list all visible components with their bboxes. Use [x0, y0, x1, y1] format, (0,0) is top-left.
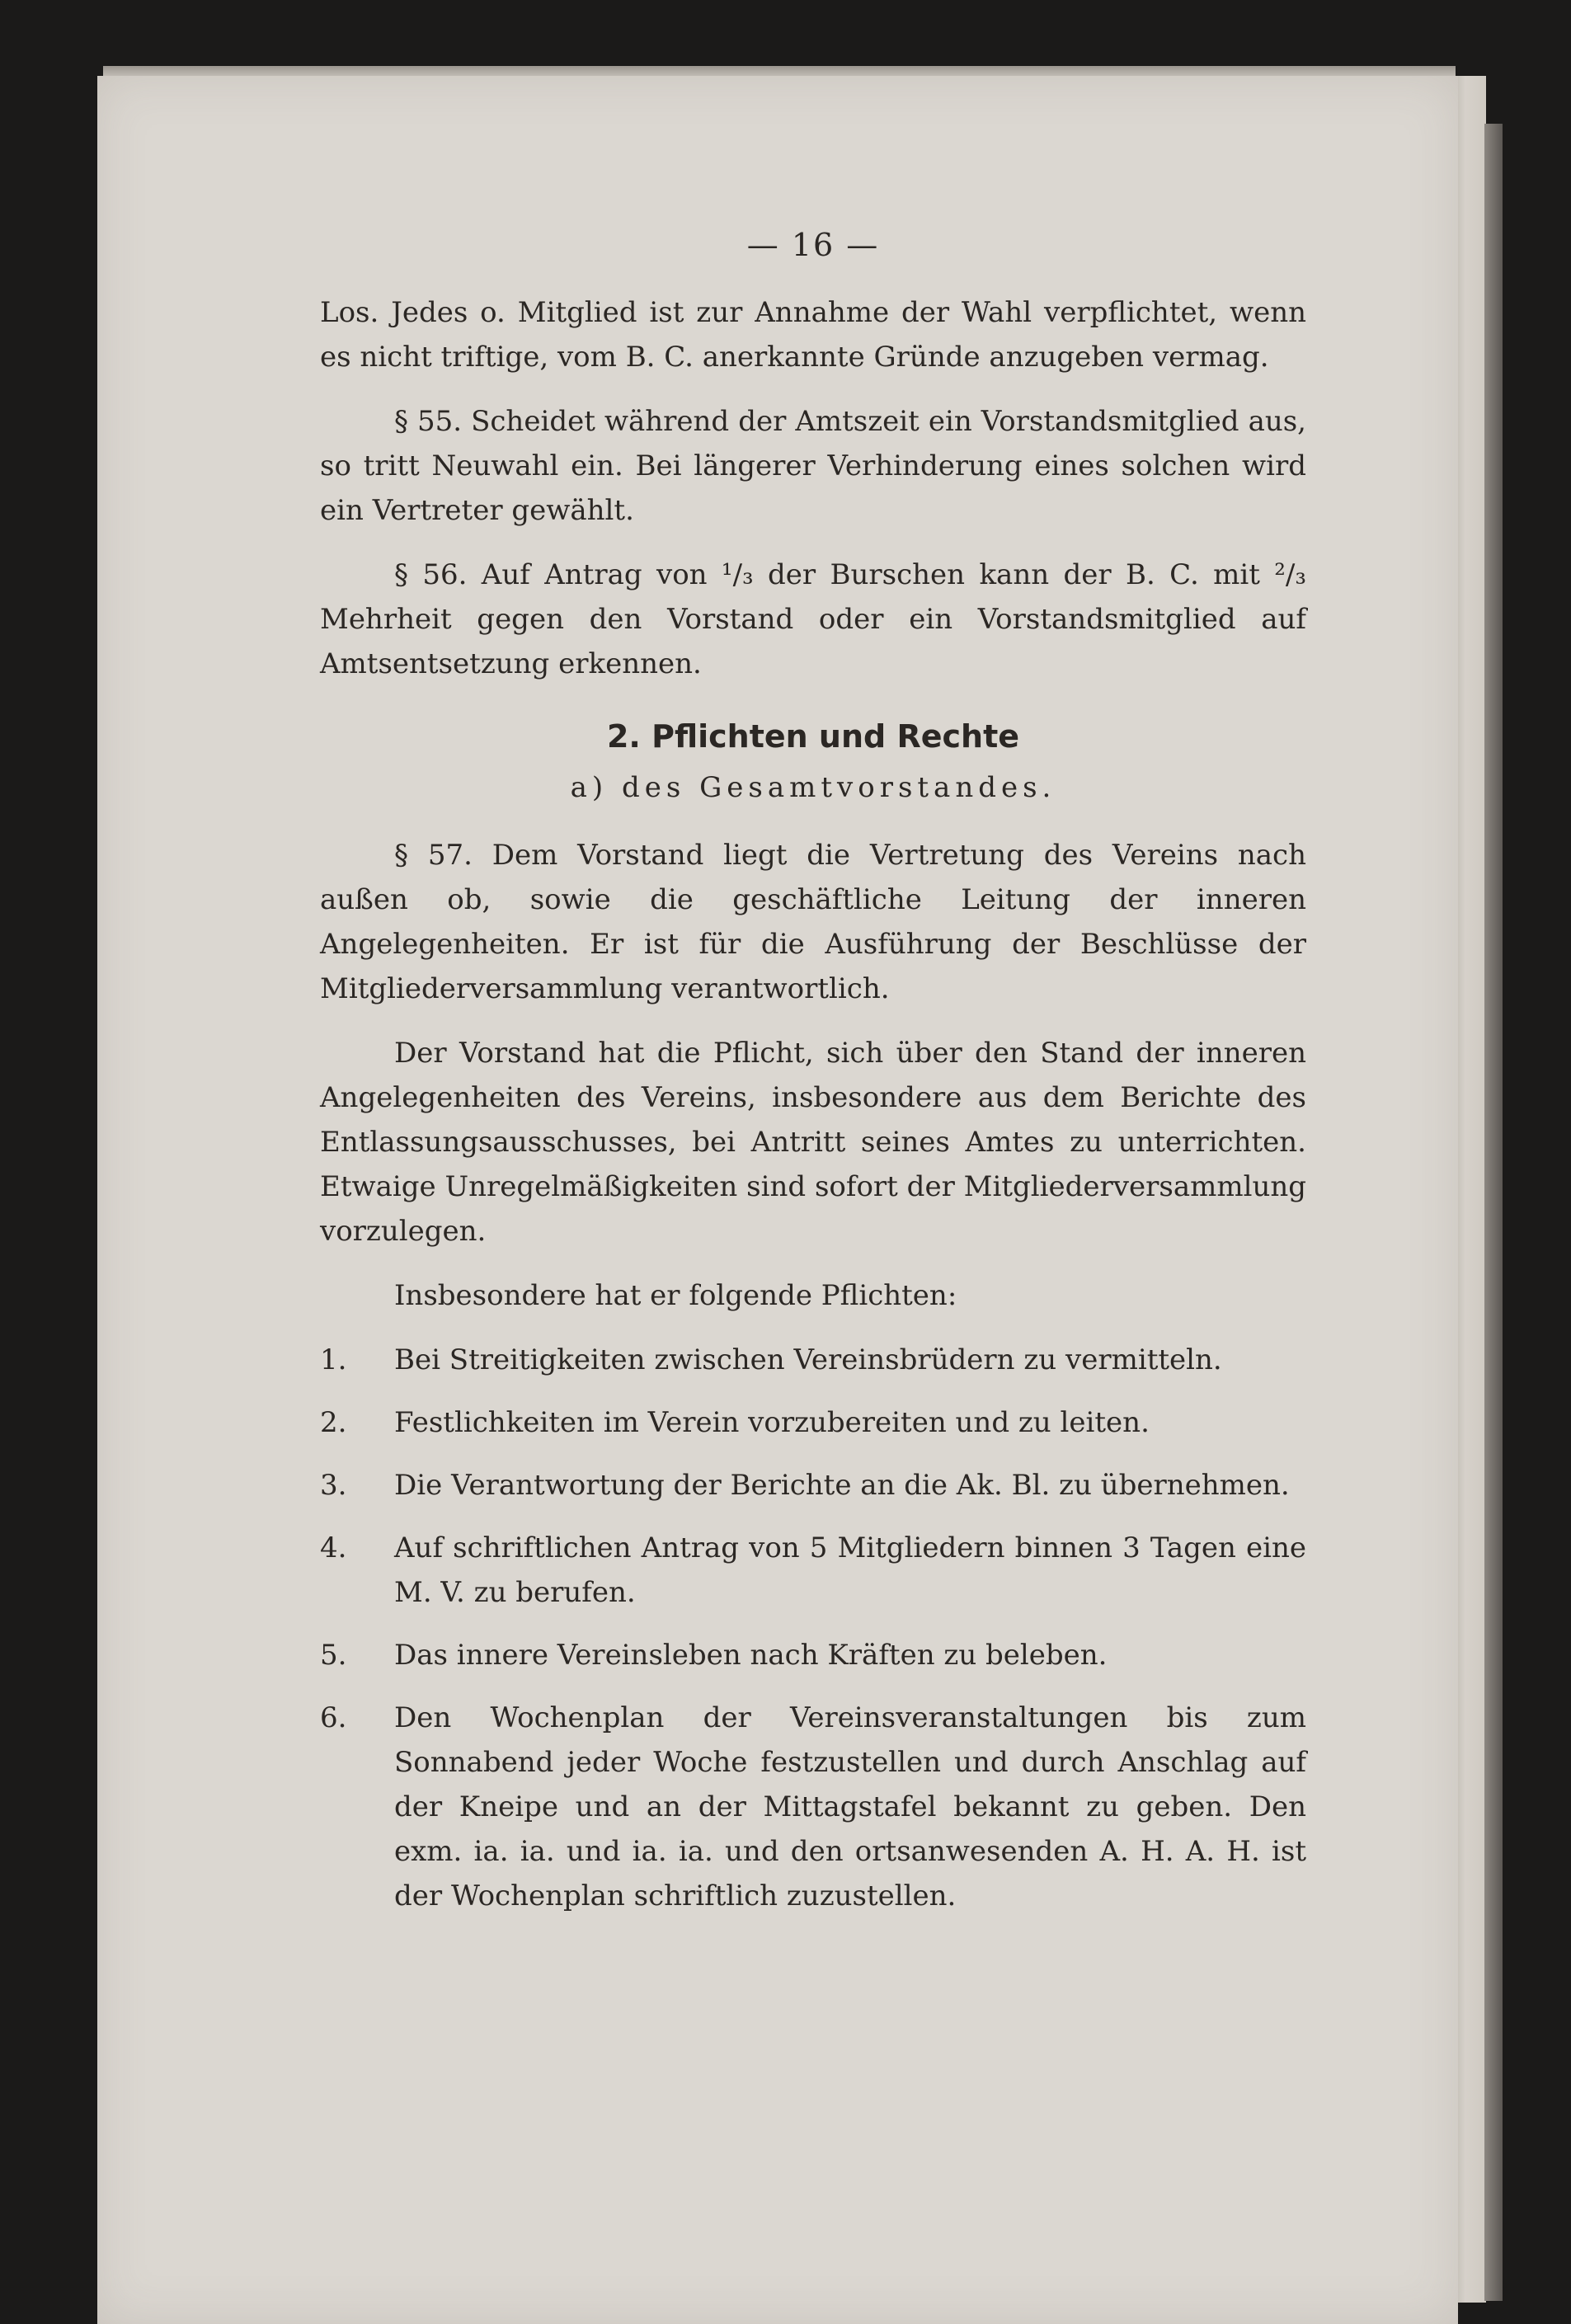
list-item-number: 1. [320, 1343, 347, 1376]
list-item-text: Festlichkeiten im Verein vorzubereiten und zu leiten. [394, 1406, 1150, 1439]
list-item [320, 1338, 1306, 1382]
paragraph-56: § 56. Auf Antrag von ¹/₃ der Burschen kann der B. C. mit ²/₃ Mehrheit gegen den Vorstand oder ein Vorstandsmitglied auf Amtsentsetzung erkennen. [320, 558, 1306, 680]
list-item [320, 1400, 1306, 1445]
list-item [320, 1463, 1306, 1508]
paragraph-pflicht: Der Vorstand hat die Pflicht, sich über den Stand der inneren Angelegenheiten des Vereins, insbesondere aus dem Berichte des Entlassungsausschusses, bei Antritt seines Amtes zu unterrichten. Etwaige Unregelmäßigkeiten sind sofort der Mitgliederversammlung vorzulegen. [320, 1037, 1306, 1248]
list-item-text: Das innere Vereinsleben nach Kräften zu beleben. [394, 1639, 1108, 1672]
list-item-text: Bei Streitigkeiten zwischen Vereinsbrüdern zu vermitteln. [394, 1343, 1222, 1376]
section-heading: 2. Pflichten und Rechte [606, 718, 1020, 755]
duties-list [320, 1338, 1306, 1918]
book-spine-shadow [1484, 124, 1503, 2301]
list-item-number: 3. [320, 1469, 347, 1502]
list-item-text: Den Wochenplan der Vereinsveranstaltungen bis zum Sonnabend jeder Woche festzustellen und durch Anschlag auf der Kneipe und an der Mittagstafel bekannt zu geben. Den exm. ia. ia. und ia. ia. und den ortsanwesenden A. H. A. H. ist der Wochenplan schriftlich zuzustellen. [394, 1701, 1306, 1912]
list-item [320, 1633, 1306, 1677]
list-item-number: 6. [320, 1701, 347, 1734]
paragraph-57: § 57. Dem Vorstand liegt die Vertretung des Vereins nach außen ob, sowie die geschäftliche Leitung der inneren Angelegenheiten. Er ist für die Ausführung der Beschlüsse der Mitgliederversammlung verantwortlich. [320, 839, 1306, 1005]
paragraph-los: Los. Jedes o. Mitglied ist zur Annahme der Wahl verpflichtet, wenn es nicht triftige, vom B. C. anerkannte Gründe anzugeben vermag. [320, 296, 1306, 374]
list-item-number: 4. [320, 1531, 347, 1564]
list-item-number: 5. [320, 1639, 347, 1672]
paragraph-insbesondere: Insbesondere hat er folgende Pflichten: [394, 1279, 957, 1312]
list-item [320, 1696, 1306, 1918]
list-item-text: Auf schriftlichen Antrag von 5 Mitgliedern binnen 3 Tagen eine M. V. zu berufen. [394, 1531, 1306, 1609]
list-item-text: Die Verantwortung der Berichte an die Ak. Bl. zu übernehmen. [394, 1469, 1290, 1502]
page-content [320, 223, 1306, 1936]
paragraph-55: § 55. Scheidet während der Amtszeit ein Vorstandsmitglied aus, so tritt Neuwahl ein. Bei längerer Verhinderung eines solchen wird ein Vertreter gewählt. [320, 405, 1306, 527]
list-item [320, 1526, 1306, 1615]
section-subheading: a) des Gesamtvorstandes. [570, 771, 1056, 804]
list-item-number: 2. [320, 1406, 347, 1439]
page-number: — 16 — [746, 227, 880, 263]
